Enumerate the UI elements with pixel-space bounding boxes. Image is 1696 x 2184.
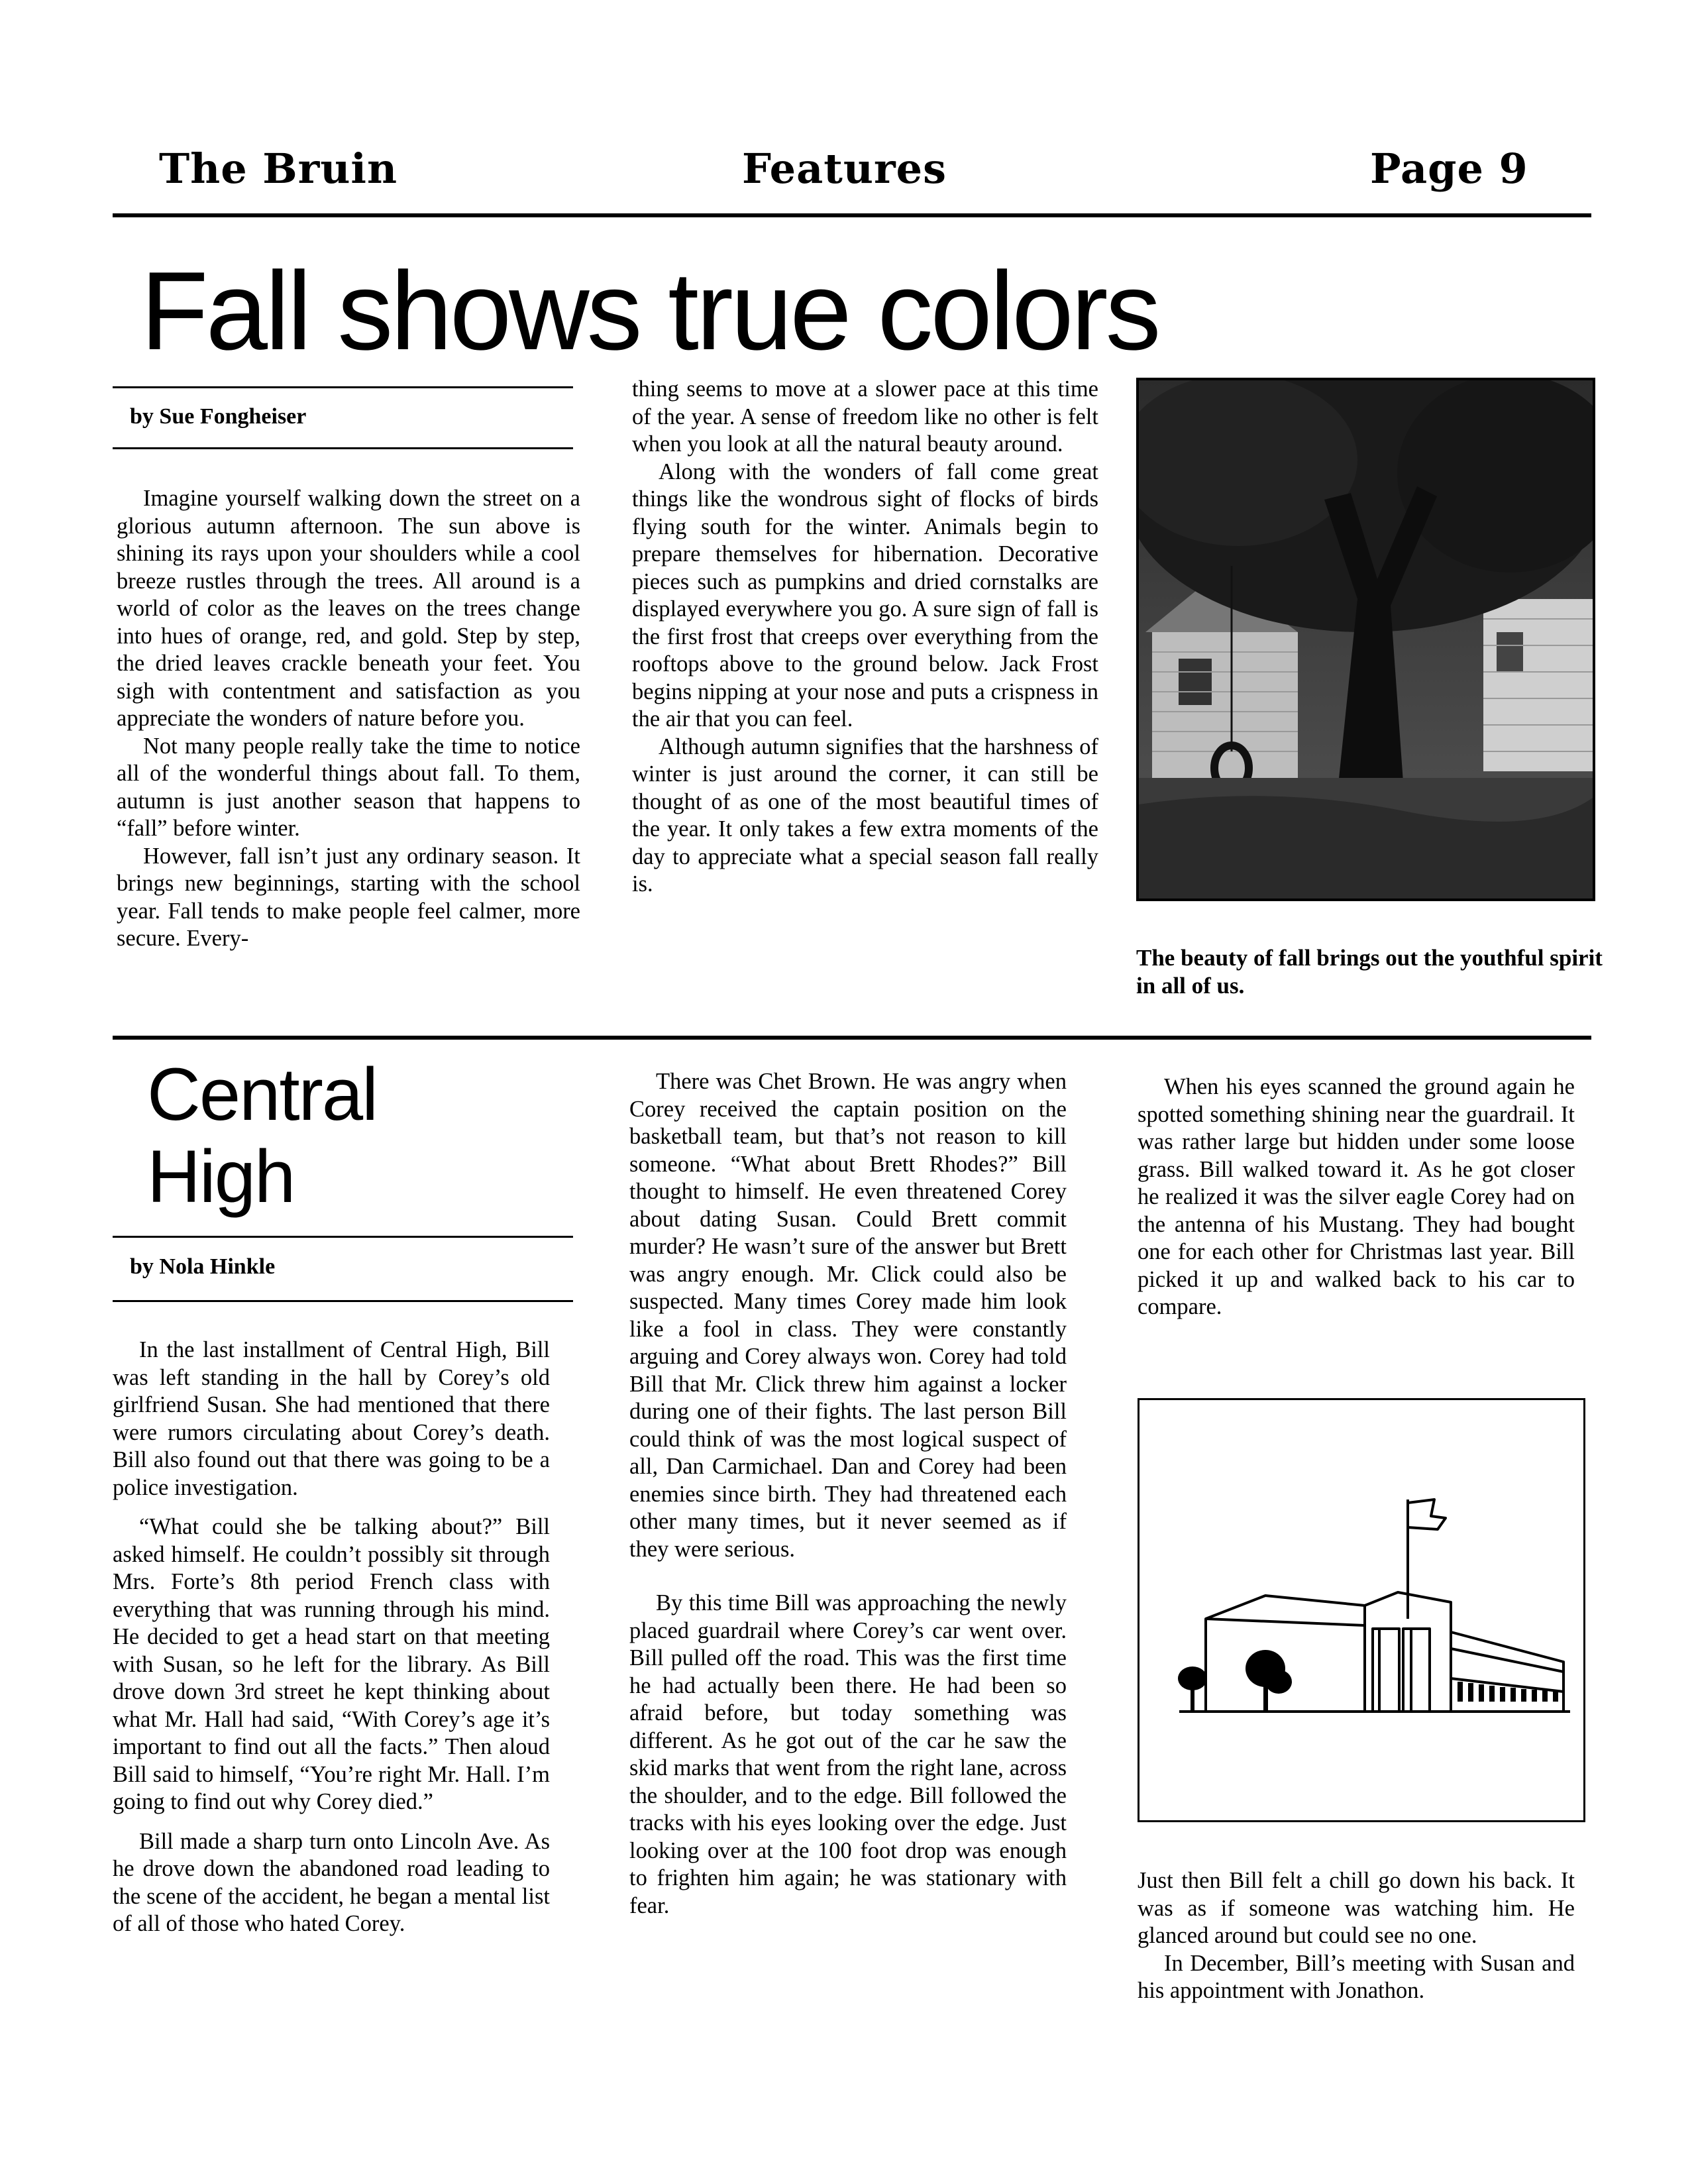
paragraph: Not many people really take the time to notice all of the wonderful things about fall. To them, autumn is just another season that happens to “fall” before winter.: [117, 733, 580, 841]
byline-rule-bottom: [113, 1300, 573, 1302]
byline-rule-top: [113, 386, 573, 388]
paragraph: When his eyes scanned the ground again he spotted something shining near the guardrail. It was rather large but hidden under some loose grass. Bill walked toward it. As he got closer he realized it was the silver eagle Corey had on the antenna of his Mustang. They had bought one for each other for Christmas last year. Bill picked it up and walked back to his car to compare.: [1138, 1074, 1575, 1319]
story2-headline: [147, 1054, 377, 1218]
story1-column-1: [117, 485, 580, 953]
paragraph: Imagine yourself walking down the street on a glorious autumn afternoon. The sun above is shining its rays upon your shoulders while a cool breeze rustles through the trees. All around is a world of color as the leaves on the trees change into hues of orange, red, and gold. Step by step, the dried leaves crackle beneath your feet. You sigh with contentment and satisfaction as you appreciate the wonders of nature before you.: [117, 486, 580, 731]
photo-caption: The beauty of fall brings out the youthful spirit in all of us.: [1136, 945, 1603, 999]
paragraph: Along with the wonders of fall come great things like the wondrous sight of flocks of birds flying south for the winter. Animals begin to prepare themselves for hibernation. Decorative pieces such as pumpkins and dried cornstalks are displayed everywhere you go. A sure sign of fall is the first frost that creeps over everything from the rooftops above to the ground below. Jack Frost begins nipping at your nose and puts a crispness in the air that you can feel.: [632, 459, 1098, 732]
story1-byline: by Sue Fongheiser: [130, 404, 307, 429]
photo-image: [1139, 380, 1593, 899]
story2-byline: by Nola Hinkle: [130, 1254, 276, 1279]
story2-headline-line-1: Central: [147, 1053, 378, 1136]
paragraph: However, fall isn’t just any ordinary season. It brings new beginnings, starting with the school year. Fall tends to make people feel calmer, more secure. Every-: [117, 843, 580, 951]
paragraph: Bill made a sharp turn onto Lincoln Ave. As he drove down the abandoned road leading to the scene of the accident, he began a mental list of all of those who hated Corey.: [113, 1828, 550, 1936]
page-number: Page 9: [1370, 144, 1528, 193]
byline-rule-bottom: [113, 447, 573, 449]
story2-column-3-top: [1138, 1073, 1575, 1321]
byline-rule-top: [113, 1236, 573, 1238]
story2-column-1: [113, 1337, 550, 1938]
story2-column-3-bottom: [1138, 1867, 1575, 2005]
section-divider: [113, 1036, 1591, 1040]
story2-headline-line-2: High: [147, 1135, 295, 1218]
paragraph: There was Chet Brown. He was angry when Corey received the captain position on the basketball team, but that’s not reason to kill someone. “What about Brett Rhodes?” Bill thought to himself. He even threatened Corey about dating Susan. Could Brett commit murder? He wasn’t sure of the answer but Brett was angry enough. Mr. Click could also be suspected. Many times Corey made him look like a fool in class. They were constantly arguing and Corey always won. Corey had told Bill that Mr. Click threw him against a locker during one of their fights. The last person Bill could think of was the most logical suspect of all, Dan Carmichael. Dan and Corey had been enemies since birth. They had threatened each other many times, but it never seemed as if they were serious.: [629, 1069, 1067, 1562]
school-building-icon: [1140, 1400, 1583, 1820]
paragraph: By this time Bill was approaching the newly placed guardrail where Corey’s car went over. Bill pulled off the road. This was the first time he had actually been there. He had been so afraid before, but today something was different. As he got out of the car he saw the skid marks that went from the right lane, across the shoulder, and to the edge. Bill followed the tracks with his eyes looking over the edge. Just looking over at the 100 foot drop was enough to frighten him again; he was stationary with fear.: [629, 1590, 1067, 1918]
paragraph: thing seems to move at a slower pace at this time of the year. A sense of freedom like no other is felt when you look at all the natural beauty around.: [632, 376, 1098, 457]
story1-headline: Fall shows true colors: [140, 248, 1159, 373]
masthead-rule: [113, 213, 1591, 217]
paragraph: In December, Bill’s meeting with Susan and his appointment with Jonathon.: [1138, 1950, 1575, 2003]
autumn-tree-photo: [1136, 378, 1595, 901]
paragraph: Although autumn signifies that the harshness of winter is just around the corner, it can still be thought of as one of the most beautiful times of the year. It only takes a few extra moments of the day to appreciate what a special season fall really is.: [632, 734, 1098, 897]
paragraph: In the last installment of Central High, Bill was left standing in the hall by Corey’s old girlfriend Susan. She had mentioned that there were rumors circulating about Corey’s death. Bill also found out that there was going to be a police investigation.: [113, 1337, 550, 1500]
story2-column-2: [629, 1068, 1067, 1920]
story1-column-2: [632, 376, 1098, 899]
paragraph: “What could she be talking about?” Bill asked himself. He couldn’t possibly sit through Mrs. Forte’s 8th period French class with everything that was running through his mind. He decided to get a head start on that meeting with Susan, so he left for the library. As Bill drove down 3rd street he kept thinking about what Mr. Hall had said, “With Corey’s age it’s important to find out all the facts.” Then aloud Bill said to himself, “You’re right Mr. Hall. I’m going to find out why Corey died.”: [113, 1514, 550, 1814]
section-name: Features: [742, 144, 947, 193]
paragraph: Just then Bill felt a chill go down his back. It was as if someone was watching him. He glanced around but could see no one.: [1138, 1868, 1575, 1948]
school-building-illustration: [1138, 1398, 1585, 1822]
paper-name: The Bruin: [159, 144, 398, 193]
